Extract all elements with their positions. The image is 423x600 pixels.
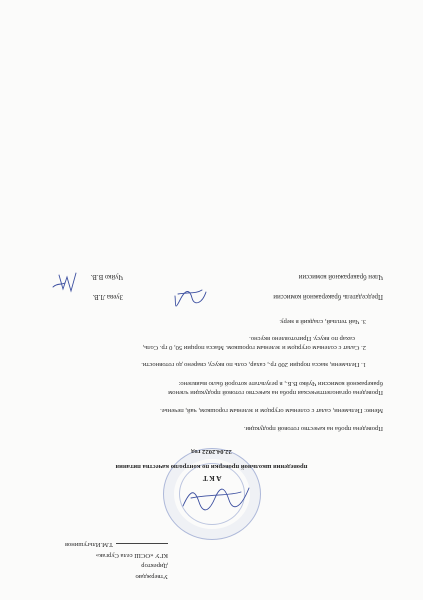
list-item-continuation: сахар по вкусу. Приготовлено вкусно. — [249, 335, 355, 342]
list-item-text: Чай теплый, сладкий в меру. — [279, 318, 360, 325]
member-label: Член бракеражной комиссии — [298, 273, 383, 280]
list-item-text: Салат с соленым огурцом и зеленым горошком. Масса порции 50, 0 гр. Соль, — [142, 344, 360, 351]
menu-text: Меню: Пельмени, салат с соленым огурцом и зеленым горошком, чай, печенье. — [160, 407, 383, 414]
list-item-number: 2. — [361, 344, 366, 351]
approval-signature-line — [18, 538, 168, 549]
chair-signature-scribble — [174, 286, 208, 308]
chair-label: Председатель бракеражной комиссии — [273, 293, 383, 300]
paragraph-line-2: бракеражной комиссии Чуйко В.Б., в результате которой было выявлено: — [178, 380, 383, 387]
list-item-text: Пельмени, масса порции 200 гр., сахар, соль по вкусу, сварено до готовности. — [141, 361, 360, 368]
director-name: Т.М.Ильгушинов — [64, 541, 113, 549]
director-signature-scribble — [181, 478, 251, 518]
intro-text: Проведена проба на качество готовой продукции. — [243, 425, 383, 432]
list-item — [141, 359, 366, 368]
list-item-number: 3. — [361, 318, 366, 325]
document-title: АКТ — [201, 474, 222, 483]
approval-block — [18, 538, 168, 580]
paragraph-line-1: Проведена органолептическая проба на качество готовой продукции членом — [168, 389, 383, 396]
approval-position: Директор — [141, 562, 168, 570]
document-date: 22.04.2022 год — [191, 448, 232, 455]
signature-underline — [116, 544, 168, 545]
approval-label: Утверждаю — [135, 573, 168, 580]
chair-name: Зуева Л.В. — [92, 293, 123, 300]
member-name: Чуйко В.В. — [90, 273, 123, 280]
approval-school: КГУ «ОСШ села Сургак» — [95, 552, 168, 559]
list-item — [143, 342, 366, 351]
list-item — [279, 316, 366, 325]
list-item-number: 1. — [361, 361, 366, 368]
member-signature-scribble — [51, 269, 79, 295]
document-subtitle: проведения школьной проверки по контролю качества питания — [115, 463, 308, 470]
